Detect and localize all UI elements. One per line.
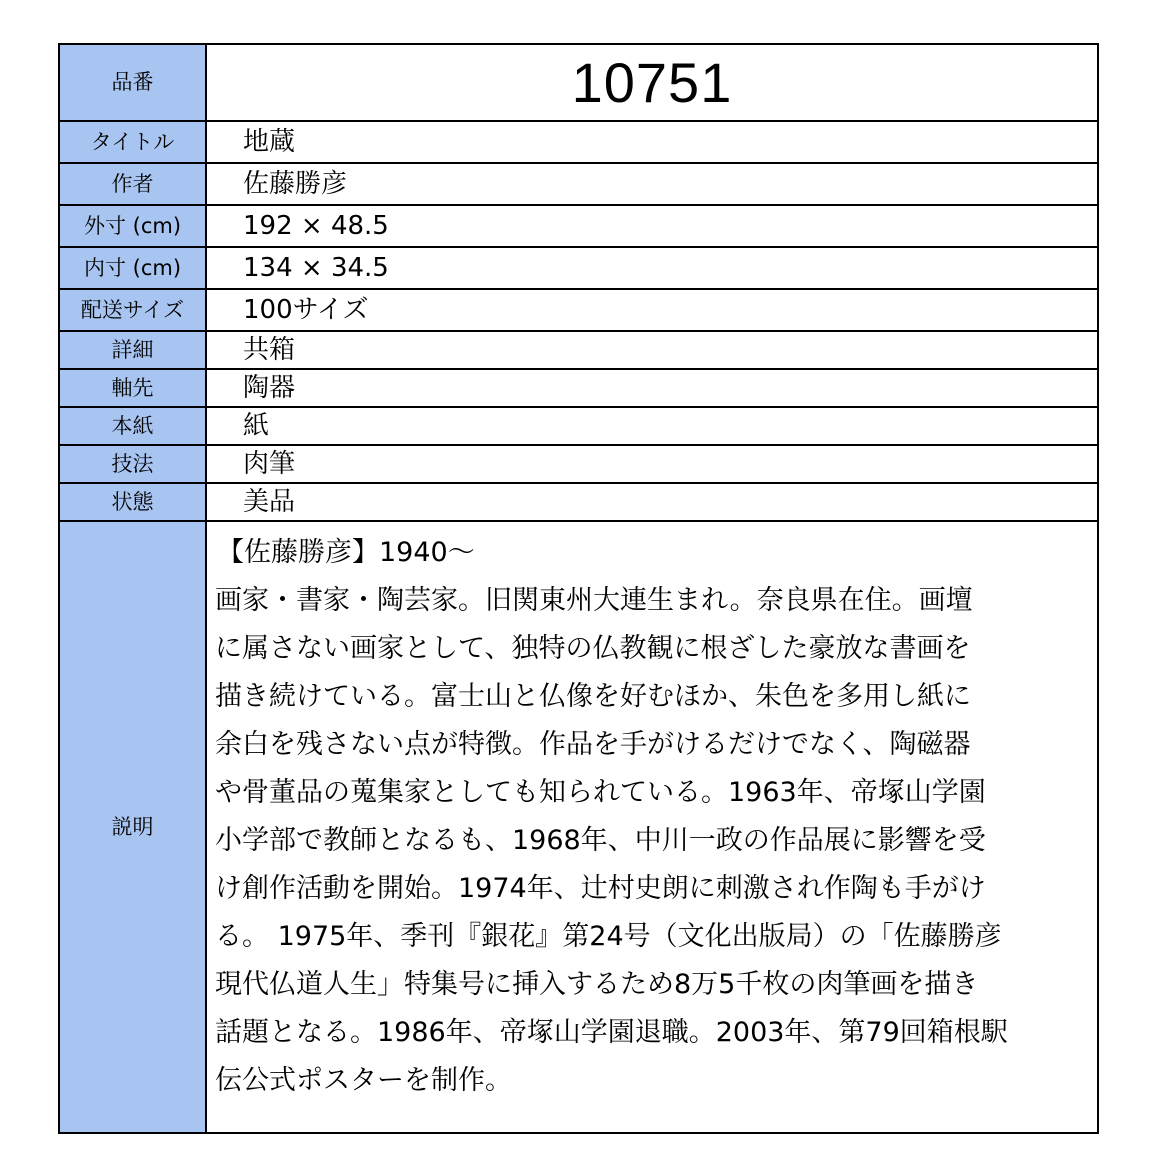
roller-end-label: 軸先 (59, 369, 206, 407)
details-value: 共箱 (206, 331, 1098, 369)
description-line: 余白を残さない点が特徴。作品を手がけるだけでなく、陶磁器 (215, 729, 971, 760)
details-label: 詳細 (59, 331, 206, 369)
description-heading: 【佐藤勝彦】1940～ (217, 537, 475, 568)
row-condition (59, 483, 1098, 521)
description-line: 現代仏道人生」特集号に挿入するため8万5千枚の肉筆画を描き (215, 969, 979, 1000)
title-value: 地蔵 (206, 121, 1098, 163)
roller-end-value: 陶器 (206, 369, 1098, 407)
row-roller-end (59, 369, 1098, 407)
description-line: 小学部で教師となるも、1968年、中川一政の作品展に影響を受 (215, 825, 986, 856)
base-material-label: 本紙 (59, 407, 206, 445)
technique-value: 肉筆 (206, 445, 1098, 483)
description-line: け創作活動を開始。1974年、辻村史朗に刺激され作陶も手がけ (215, 873, 986, 904)
description-line: や骨董品の蒐集家としても知られている。1963年、帝塚山学園 (215, 777, 986, 808)
outer-size-label: 外寸 (cm) (59, 205, 206, 247)
row-details (59, 331, 1098, 369)
condition-value: 美品 (206, 483, 1098, 521)
row-author (59, 163, 1098, 205)
item-code-value: 10751 (206, 44, 1098, 121)
row-description (59, 521, 1098, 1133)
shipping-size-label: 配送サイズ (59, 289, 206, 331)
author-value: 佐藤勝彦 (206, 163, 1098, 205)
author-label: 作者 (59, 163, 206, 205)
row-title (59, 121, 1098, 163)
row-technique (59, 445, 1098, 483)
technique-label: 技法 (59, 445, 206, 483)
row-inner-size (59, 247, 1098, 289)
description-line: る。 1975年、季刊『銀花』第24号（文化出版局）の「佐藤勝彦 (215, 921, 1002, 952)
description-body (206, 521, 1098, 1133)
base-material-value: 紙 (206, 407, 1098, 445)
title-label: タイトル (59, 121, 206, 163)
description-line: 伝公式ポスターを制作。 (215, 1065, 512, 1096)
description-line: に属さない画家として、独特の仏教観に根ざした豪放な書画を (215, 633, 971, 664)
item-code-label: 品番 (59, 44, 206, 121)
product-spec-table (58, 43, 1099, 1134)
description-line: 話題となる。1986年、帝塚山学園退職。2003年、第79回箱根駅 (215, 1017, 1008, 1048)
row-item-code (59, 44, 1098, 121)
shipping-size-value: 100サイズ (206, 289, 1098, 331)
description-line: 画家・書家・陶芸家。旧関東州大連生まれ。奈良県在住。画壇 (215, 585, 973, 616)
condition-label: 状態 (59, 483, 206, 521)
description-label: 説明 (59, 521, 206, 1133)
row-base-material (59, 407, 1098, 445)
description-line: 描き続けている。富士山と仏像を好むほか、朱色を多用し紙に (215, 681, 971, 712)
row-shipping-size (59, 289, 1098, 331)
row-outer-size (59, 205, 1098, 247)
inner-size-value: 134 × 34.5 (206, 247, 1098, 289)
inner-size-label: 内寸 (cm) (59, 247, 206, 289)
outer-size-value: 192 × 48.5 (206, 205, 1098, 247)
